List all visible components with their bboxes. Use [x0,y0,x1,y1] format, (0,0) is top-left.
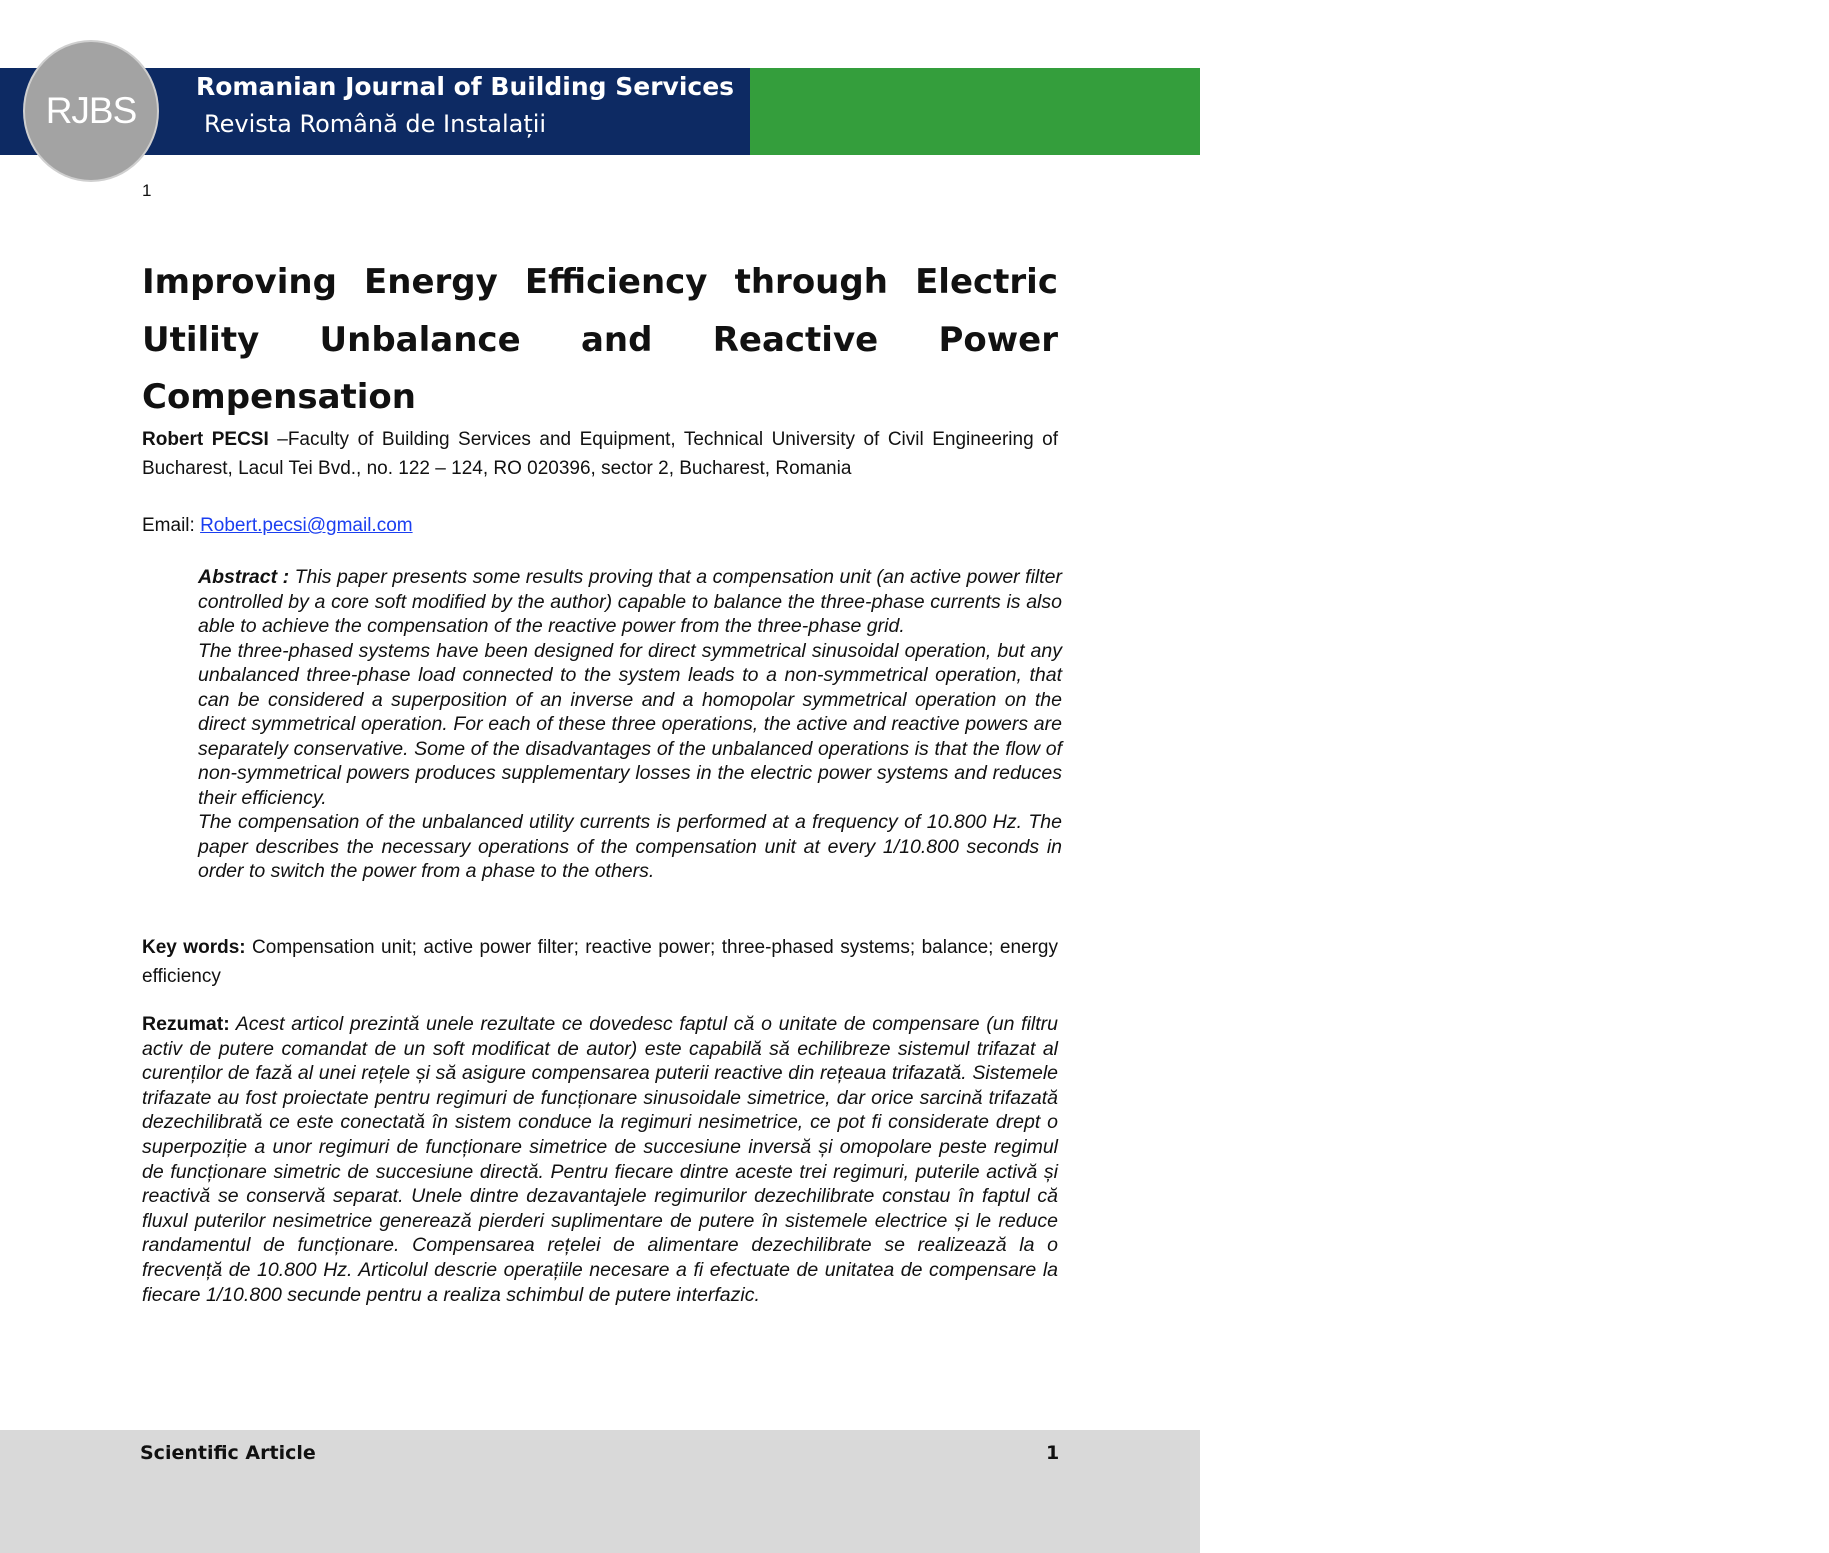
email-link[interactable]: Robert.pecsi@gmail.com [200,515,413,536]
footer-article-type: Scientific Article [140,1442,316,1464]
journal-subtitle: Revista Română de Instalații [204,110,547,138]
rezumat-label: Rezumat: [142,1013,230,1035]
abstract-paragraph [198,565,1062,639]
author-name: Robert PECSI [142,429,269,450]
keywords [142,933,1058,991]
rezumat-text: Acest articol prezintă unele rezultate ce dovedesc faptul că o unitate de compensare (un filtru activ de putere comandat de un soft modificat de autor) este capabilă să echilibreze sistemul trifazat al curenților de fază al unei rețele și să asigure compensarea puterii reactive din rețeaua trifazată. Sistemele trifazate au fost proiectate pentru regimuri de funcționare sinusoidale simetrice, dar orice sarcină trifazată dezechilibrată ce este conectată în sistem conduce la regimuri nesimetrice, ce pot fi considerate drept o superpoziție a unor regimuri de funcționare simetrice de succesiune inversă și omopolare peste regimul de funcționare simetric de succesiune directă. Pentru fiecare dintre aceste trei regimuri, puterile activă și reactivă se conservă separat. Unele dintre dezavantajele regimurilor dezechilibrate constau în faptul că fluxul puterilor nesimetrice generează pierderi suplimentare de putere în sistemele electrice și le reduce randamentul de funcționare. Compensarea rețelei de alimentare dezechilibrate se realizează la o frecvență de 10.800 Hz. Articolul descrie operațiile necesare a fi efectuate de unitatea de compensare la fiecare 1/10.800 secunde pentru a realiza schimbul de putere interfazic. [142,1013,1058,1306]
abstract-paragraph: The compensation of the unbalanced utility currents is performed at a frequency of 10.800 Hz. The paper describes the necessary operations of the compensation unit at every 1/10.800 seconds in order to switch the power from a phase to the others. [198,811,1062,882]
abstract-label: Abstract : [198,566,290,588]
keywords-text: Compensation unit; active power filter; reactive power; three-phased systems; balance; energy efficiency [142,937,1058,987]
abstract [198,565,1062,884]
volume-info: Volume 1 / No. 3 / 2015 / www.rjbs.ro [1516,76,1829,97]
rezumat [142,1012,1058,1307]
journal-logo-text: RJBS [45,90,137,131]
affiliation-text: –Faculty of Building Services and Equipment, Technical University of Civil Engineering of Bucharest, Lacul Tei Bvd., no. 122 – 124, RO 020396, sector 2, Bucharest, Romania [142,429,1058,479]
journal-header-band [0,68,1829,155]
keywords-label: Key words: [142,937,246,958]
abstract-paragraph: The three-phased systems have been designed for direct symmetrical sinusoidal operation, but any unbalanced three-phase load connected to the system leads to a non-symmetrical operation, that can be considered a superposition of an inverse and a homopolar symmetrical operation on the direct symmetrical operation. For each of these three operations, the active and reactive powers are separately conservative. Some of the disadvantages of the unbalanced operations is that the flow of non-symmetrical powers produces supplementary losses in the electric power systems and reduces their efficiency. [198,639,1062,809]
email-line [142,511,413,540]
footer-page-number: 1 [1046,1442,1060,1464]
article-title: Improving Energy Efficiency through Electric Utility Unbalance and Reactive Power Compensation [142,262,1058,417]
page-footer [0,1430,1200,1553]
abstract-text: This paper presents some results proving that a compensation unit (an active power filter controlled by a core soft modified by the author) capable to balance the three-phase currents is also able to achieve the compensation of the reactive power from the three-phase grid. [198,566,1062,637]
email-label: Email: [142,515,201,536]
journal-logo [23,40,159,182]
volume-info-panel [750,68,1829,155]
journal-title: Romanian Journal of Building Services [196,72,735,101]
author-affiliation [142,425,1058,483]
page-number-top: 1 [142,181,152,200]
